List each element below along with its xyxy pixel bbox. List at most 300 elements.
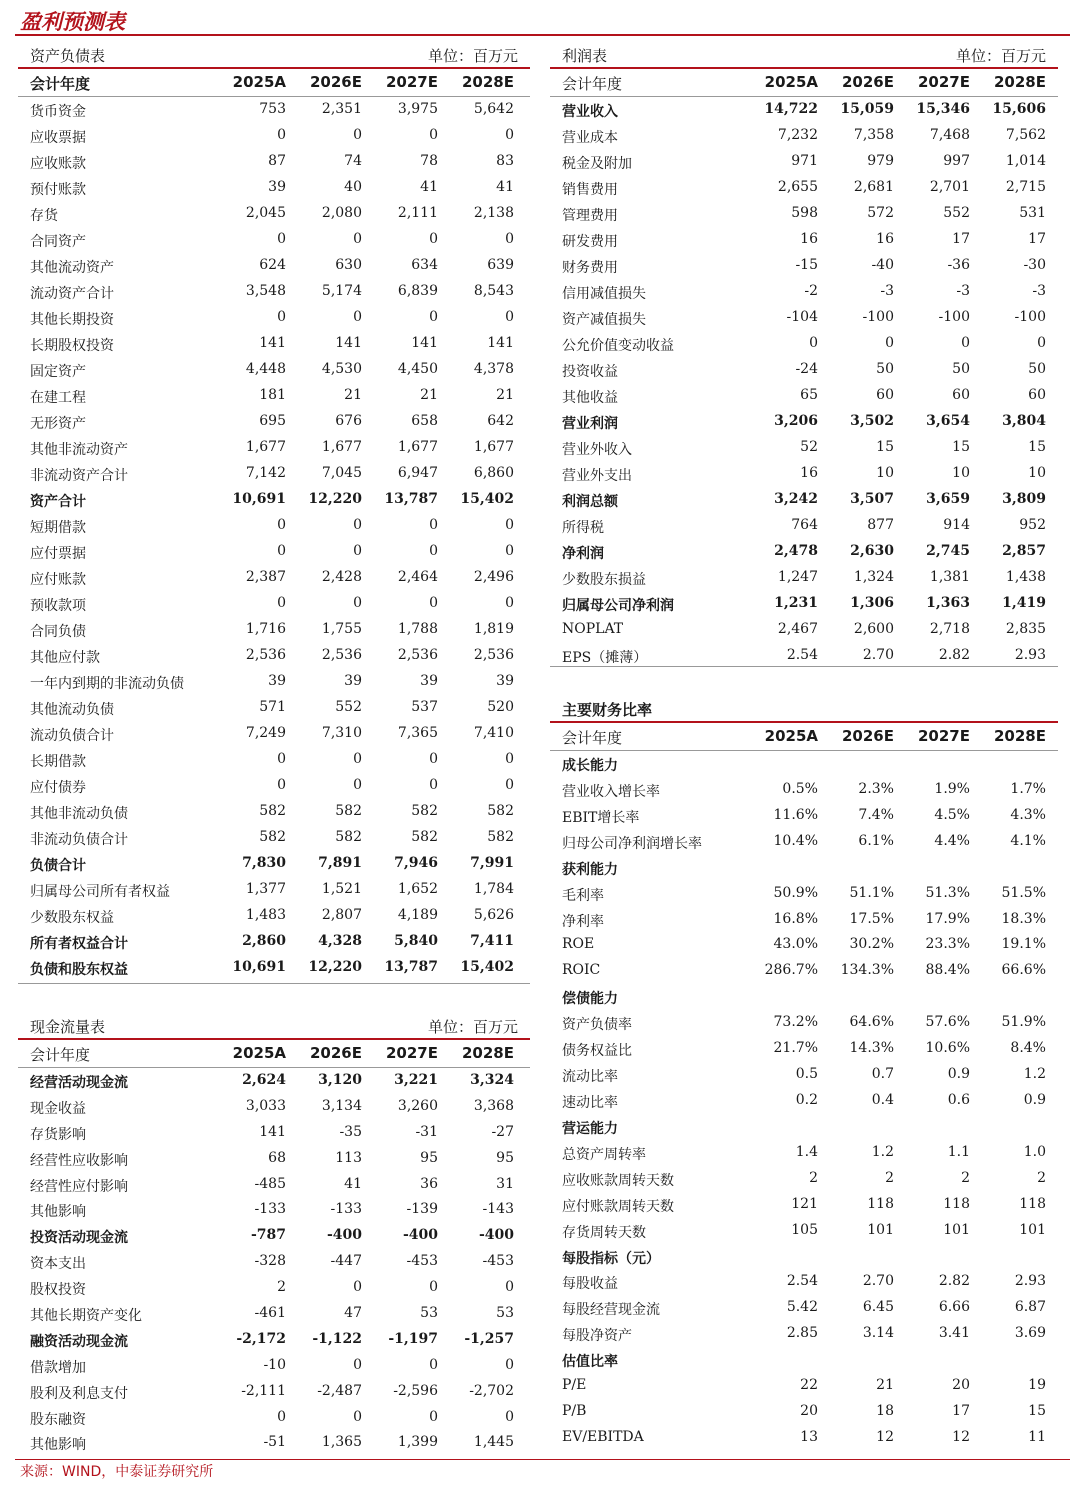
cell-value: 16 <box>800 231 818 247</box>
category-row <box>550 1114 1058 1140</box>
table-row <box>18 357 530 383</box>
table-row <box>18 1146 530 1172</box>
header-label: 会计年度 <box>30 75 91 93</box>
cell-value: 2,715 <box>1005 179 1046 195</box>
cell-value: 2.70 <box>862 1273 894 1290</box>
cell-value: 3,975 <box>397 101 438 117</box>
category-row <box>550 1347 1058 1373</box>
footer-rule <box>15 1459 1070 1460</box>
table-row <box>550 253 1058 279</box>
table-row <box>550 227 1058 253</box>
row-label: P/B <box>562 1403 587 1420</box>
cell-value: 877 <box>867 517 894 533</box>
cell-value: 1,381 <box>929 569 970 585</box>
cell-value: 2,857 <box>1002 543 1046 559</box>
cell-value: 3,659 <box>926 491 970 507</box>
cell-value: 2,080 <box>321 205 362 221</box>
cell-value: -485 <box>254 1175 286 1192</box>
row-label: 预付账款 <box>30 182 86 198</box>
cell-value: 4.1% <box>1010 832 1046 849</box>
cell-value: 8,543 <box>473 283 514 299</box>
cell-value: 1.4 <box>795 1143 818 1160</box>
row-label: 研发费用 <box>562 234 618 250</box>
cell-value: 7,891 <box>318 855 362 871</box>
cell-value: 0 <box>353 777 362 793</box>
cell-value: 2,536 <box>321 647 362 663</box>
cell-value: 2,428 <box>321 569 362 585</box>
cell-value: -15 <box>795 257 818 273</box>
table-row <box>18 1405 530 1431</box>
cell-value: 30.2% <box>849 936 894 953</box>
cell-value: 3,260 <box>397 1097 438 1114</box>
cell-value: 0 <box>277 543 286 559</box>
cell-value: 10.4% <box>773 832 818 849</box>
cell-value: 2,496 <box>473 569 514 585</box>
cell-value: -100 <box>1014 309 1046 325</box>
cell-value: 642 <box>487 413 514 429</box>
cell-value: 101 <box>1019 1221 1046 1238</box>
cell-value: 0 <box>505 127 514 143</box>
cell-value: 658 <box>411 413 438 429</box>
cell-value: 3,507 <box>850 491 894 507</box>
cell-value: 5,642 <box>473 101 514 117</box>
cell-value: 1,677 <box>321 439 362 455</box>
table-row <box>550 907 1058 933</box>
cell-value: 1.9% <box>934 780 970 797</box>
cell-value: -447 <box>330 1253 362 1270</box>
cell-value: 0 <box>505 231 514 247</box>
cell-value: 0.4 <box>871 1091 894 1108</box>
cell-value: 15 <box>876 439 894 455</box>
cell-value: 53 <box>420 1305 438 1322</box>
cell-value: -36 <box>947 257 970 273</box>
cell-value: -40 <box>871 257 894 273</box>
row-label: 归母公司净利润增长率 <box>562 835 702 852</box>
row-label: 成长能力 <box>562 758 618 774</box>
row-label: 非流动负债合计 <box>30 832 128 848</box>
table-row <box>18 929 530 955</box>
cell-value: 952 <box>1019 517 1046 533</box>
cell-value: 5.42 <box>786 1299 818 1316</box>
cell-value: 17 <box>1028 231 1046 247</box>
cell-value: 2,600 <box>853 621 894 637</box>
cell-value: 2.3% <box>858 780 894 797</box>
cell-value: 0 <box>429 751 438 767</box>
row-label: 投资收益 <box>562 364 618 380</box>
cell-value: 10 <box>876 465 894 481</box>
cell-value: 6,839 <box>397 283 438 299</box>
table-row <box>550 305 1058 331</box>
cell-value: 0 <box>353 543 362 559</box>
table-row <box>550 1166 1058 1192</box>
cell-value: -139 <box>406 1201 438 1218</box>
cell-value: -2,487 <box>317 1382 362 1399</box>
cell-value: 1.7% <box>1010 780 1046 797</box>
header-year: 2025A <box>764 727 818 745</box>
cell-value: -133 <box>254 1201 286 1218</box>
category-row <box>550 1244 1058 1270</box>
cell-value: 286.7% <box>764 962 818 979</box>
cash-flow-unit: 单位：百万元 <box>427 1018 518 1036</box>
cell-value: 7,410 <box>473 725 514 741</box>
cell-value: 4,328 <box>318 933 362 949</box>
report-title: 盈利预测表 <box>20 10 125 34</box>
row-label: 无形资产 <box>30 416 86 432</box>
table-row <box>18 461 530 487</box>
cell-value: 0 <box>277 751 286 767</box>
row-label: 应收账款周转天数 <box>562 1172 674 1189</box>
cell-value: 1.1 <box>947 1143 970 1160</box>
cell-value: 552 <box>943 205 970 221</box>
table-row <box>550 149 1058 175</box>
row-label: 其他非流动负债 <box>30 806 128 822</box>
cell-value: 6.87 <box>1014 1299 1046 1316</box>
cell-value: 6.1% <box>858 832 894 849</box>
title-rule <box>15 34 1070 36</box>
row-label: 公允价值变动收益 <box>562 338 674 354</box>
cell-value: 39 <box>496 673 514 689</box>
cell-value: 2,630 <box>850 543 894 559</box>
row-label: 速动比率 <box>562 1094 618 1111</box>
cell-value: 2,718 <box>929 621 970 637</box>
row-label: 利润总额 <box>562 494 618 510</box>
cell-value: 7,562 <box>1005 127 1046 143</box>
table-row <box>18 903 530 929</box>
balance-sheet-title: 资产负债表 <box>30 47 106 65</box>
cell-value: -2,172 <box>236 1330 286 1347</box>
table-row <box>18 1172 530 1198</box>
row-label: EPS（摊薄） <box>562 650 648 666</box>
cell-value: 0 <box>277 127 286 143</box>
table-row <box>18 383 530 409</box>
cell-value: 2.82 <box>938 647 970 663</box>
table-row <box>550 123 1058 149</box>
cell-value: 39 <box>268 673 286 689</box>
cell-value: 15 <box>1028 1403 1046 1420</box>
row-label: 其他影响 <box>30 1204 86 1221</box>
table-row <box>18 253 530 279</box>
ratios-header-row <box>550 721 1058 751</box>
row-label: 估值比率 <box>562 1354 618 1371</box>
cell-value: 572 <box>867 205 894 221</box>
table-row <box>18 643 530 669</box>
category-row <box>550 751 1058 777</box>
income-statement-section <box>550 40 1058 669</box>
cell-value: 582 <box>487 803 514 819</box>
cell-value: 753 <box>259 101 286 117</box>
row-label: 每股收益 <box>562 1276 618 1293</box>
row-label: 应收票据 <box>30 130 86 146</box>
header-year: 2027E <box>386 73 438 91</box>
cell-value: 0 <box>429 309 438 325</box>
cell-value: 51.3% <box>925 884 970 901</box>
cell-value: 7.4% <box>858 806 894 823</box>
cell-value: 23.3% <box>925 936 970 953</box>
cell-value: 6.45 <box>862 1299 894 1316</box>
header-year: 2028E <box>462 73 514 91</box>
header-year: 2025A <box>764 73 818 91</box>
cell-value: 15,346 <box>916 101 970 117</box>
header-year: 2026E <box>310 1044 362 1062</box>
cell-value: 11 <box>1028 1428 1046 1445</box>
header-label: 会计年度 <box>562 729 623 747</box>
cell-value: 1,247 <box>777 569 818 585</box>
cell-value: 60 <box>952 387 970 403</box>
cell-value: 3,033 <box>245 1097 286 1114</box>
cell-value: 0 <box>505 1408 514 1425</box>
table-row <box>18 513 530 539</box>
table-row <box>550 487 1058 513</box>
cell-value: 582 <box>259 803 286 819</box>
table-row <box>18 1068 530 1094</box>
cell-value: 3,221 <box>394 1072 438 1088</box>
cell-value: 0 <box>505 1356 514 1373</box>
cell-value: -3 <box>880 283 894 299</box>
cell-value: 1,677 <box>473 439 514 455</box>
table-row <box>18 487 530 513</box>
cell-value: 0 <box>353 595 362 611</box>
category-row <box>550 855 1058 881</box>
cell-value: 2,045 <box>245 205 286 221</box>
cash-flow-title: 现金流量表 <box>30 1018 106 1036</box>
cell-value: 121 <box>791 1195 818 1212</box>
cell-value: 0 <box>429 231 438 247</box>
cell-value: 2,351 <box>321 101 362 117</box>
cell-value: -400 <box>326 1227 362 1244</box>
cell-value: -10 <box>263 1356 286 1373</box>
cell-value: 2,464 <box>397 569 438 585</box>
row-label: 流动资产合计 <box>30 286 114 302</box>
cell-value: 0 <box>505 751 514 767</box>
cell-value: 17 <box>952 231 970 247</box>
cell-value: -453 <box>482 1253 514 1270</box>
table-row <box>550 1321 1058 1347</box>
cell-value: -1,257 <box>464 1330 514 1347</box>
cell-value: 68 <box>268 1149 286 1166</box>
row-label: 销售费用 <box>562 182 618 198</box>
table-row <box>18 669 530 695</box>
cell-value: 52 <box>800 439 818 455</box>
cell-value: -100 <box>938 309 970 325</box>
cell-value: 18.3% <box>1001 910 1046 927</box>
cell-value: 2,478 <box>774 543 818 559</box>
cash-flow-rows <box>18 1068 530 1456</box>
cell-value: 3,324 <box>470 1072 514 1088</box>
row-label: 其他收益 <box>562 390 618 406</box>
cell-value: 20 <box>952 1377 970 1394</box>
cell-value: 15,606 <box>992 101 1046 117</box>
cell-value: 0 <box>505 1279 514 1296</box>
cell-value: 0 <box>353 231 362 247</box>
row-label: 存货影响 <box>30 1126 86 1143</box>
table-row <box>550 777 1058 803</box>
table-row <box>18 305 530 331</box>
cell-value: 1.0 <box>1023 1143 1046 1160</box>
cell-value: 1,784 <box>473 881 514 897</box>
balance-sheet-header-row <box>18 67 530 97</box>
cell-value: 14.3% <box>849 1040 894 1057</box>
row-label: 存货周转天数 <box>562 1224 646 1241</box>
table-row <box>18 799 530 825</box>
row-label: 短期借款 <box>30 520 86 536</box>
cell-value: 5,626 <box>473 907 514 923</box>
cell-value: 0 <box>429 777 438 793</box>
cell-value: 17.9% <box>925 910 970 927</box>
row-label: 应付票据 <box>30 546 86 562</box>
cell-value: 634 <box>411 257 438 273</box>
cell-value: 531 <box>1019 205 1046 221</box>
table-row <box>18 175 530 201</box>
row-label: 流动比率 <box>562 1069 618 1086</box>
cell-value: 141 <box>259 1123 286 1140</box>
row-label: 净利润 <box>562 546 604 562</box>
cell-value: 66.6% <box>1001 962 1046 979</box>
header-year: 2027E <box>918 727 970 745</box>
cell-value: 1,324 <box>853 569 894 585</box>
income-statement-unit: 单位：百万元 <box>955 47 1046 65</box>
cell-value: 4,530 <box>321 361 362 377</box>
cell-value: 520 <box>487 699 514 715</box>
cell-value: 582 <box>259 829 286 845</box>
table-row <box>550 175 1058 201</box>
cell-value: 571 <box>259 699 286 715</box>
table-row <box>550 461 1058 487</box>
cell-value: 60 <box>876 387 894 403</box>
row-label: 其他非流动资产 <box>30 442 128 458</box>
cell-value: 2,111 <box>397 205 438 221</box>
cell-value: 95 <box>420 1149 438 1166</box>
cell-value: 1,788 <box>397 621 438 637</box>
cell-value: 0 <box>353 309 362 325</box>
table-row <box>18 1094 530 1120</box>
cell-value: 3.14 <box>862 1325 894 1342</box>
cell-value: 20 <box>800 1403 818 1420</box>
cell-value: 41 <box>344 1175 362 1192</box>
cell-value: 0.5% <box>782 780 818 797</box>
cell-value: 2,835 <box>1005 621 1046 637</box>
table-row <box>18 1275 530 1301</box>
cell-value: 7,830 <box>242 855 286 871</box>
cell-value: 3,206 <box>774 413 818 429</box>
header-label: 会计年度 <box>30 1046 91 1064</box>
header-year: 2028E <box>994 73 1046 91</box>
table-row <box>550 932 1058 958</box>
cell-value: 971 <box>791 153 818 169</box>
row-label: 应付债券 <box>30 780 86 796</box>
cell-value: 1,363 <box>926 595 970 611</box>
table-row <box>550 803 1058 829</box>
cell-value: 0 <box>505 309 514 325</box>
cell-value: 0 <box>429 1356 438 1373</box>
cell-value: -143 <box>482 1201 514 1218</box>
cell-value: 87 <box>268 153 286 169</box>
header-year: 2026E <box>842 727 894 745</box>
row-label: 资本支出 <box>30 1256 86 1273</box>
cell-value: 2,860 <box>242 933 286 949</box>
cell-value: 18 <box>876 1403 894 1420</box>
cell-value: -24 <box>795 361 818 377</box>
cell-value: 12,220 <box>308 959 362 975</box>
row-label: 负债和股东权益 <box>30 962 128 978</box>
table-row <box>550 409 1058 435</box>
cell-value: 15,402 <box>460 491 514 507</box>
header-year: 2026E <box>842 73 894 91</box>
balance-sheet-unit: 单位：百万元 <box>427 47 518 65</box>
table-row <box>18 539 530 565</box>
cell-value: 141 <box>335 335 362 351</box>
row-label: 应付账款周转天数 <box>562 1198 674 1215</box>
cell-value: 582 <box>411 829 438 845</box>
table-row <box>550 1192 1058 1218</box>
cell-value: 50 <box>1028 361 1046 377</box>
cell-value: 118 <box>867 1195 894 1212</box>
cell-value: -1,197 <box>388 1330 438 1347</box>
cell-value: 1,677 <box>245 439 286 455</box>
cell-value: 0 <box>1037 335 1046 351</box>
income-statement-end-rule <box>550 666 1058 667</box>
row-label: 投资活动现金流 <box>30 1230 128 1247</box>
cell-value: 4.5% <box>934 806 970 823</box>
table-row <box>550 1425 1058 1451</box>
table-row <box>550 1036 1058 1062</box>
table-row <box>18 97 530 123</box>
cell-value: 1,677 <box>397 439 438 455</box>
cell-value: 0.5 <box>795 1066 818 1083</box>
cell-value: 0 <box>353 751 362 767</box>
cell-value: 3,502 <box>850 413 894 429</box>
table-row <box>18 279 530 305</box>
cell-value: 118 <box>1019 1195 1046 1212</box>
row-label: 毛利率 <box>562 887 604 904</box>
cell-value: 10,691 <box>232 959 286 975</box>
row-label: 归属母公司净利润 <box>562 598 674 614</box>
table-row <box>550 357 1058 383</box>
row-label: 其他长期资产变化 <box>30 1308 142 1325</box>
cell-value: 181 <box>259 387 286 403</box>
row-label: 少数股东损益 <box>562 572 646 588</box>
cell-value: 43.0% <box>773 936 818 953</box>
cell-value: 0 <box>277 1408 286 1425</box>
cell-value: 64.6% <box>849 1014 894 1031</box>
cell-value: 7,468 <box>929 127 970 143</box>
row-label: 营业外收入 <box>562 442 632 458</box>
cell-value: 2,701 <box>929 179 970 195</box>
cell-value: 2,807 <box>321 907 362 923</box>
cell-value: 15 <box>952 439 970 455</box>
cell-value: 582 <box>487 829 514 845</box>
table-row <box>18 435 530 461</box>
table-row <box>550 1269 1058 1295</box>
cell-value: 21 <box>344 387 362 403</box>
cell-value: 1.2 <box>1023 1066 1046 1083</box>
table-row <box>550 1373 1058 1399</box>
row-label: 一年内到期的非流动负债 <box>30 676 184 692</box>
cell-value: -2,596 <box>393 1382 438 1399</box>
cell-value: -2,702 <box>469 1382 514 1399</box>
cell-value: 10.6% <box>925 1040 970 1057</box>
cell-value: 1,014 <box>1005 153 1046 169</box>
table-row <box>550 1088 1058 1114</box>
cell-value: 16 <box>876 231 894 247</box>
income-statement-rows <box>550 97 1058 669</box>
cell-value: 15,402 <box>460 959 514 975</box>
row-label: 长期借款 <box>30 754 86 770</box>
cell-value: 21 <box>876 1377 894 1394</box>
cell-value: 65 <box>800 387 818 403</box>
cell-value: 113 <box>335 1149 362 1166</box>
cell-value: 914 <box>943 517 970 533</box>
cell-value: 7,365 <box>397 725 438 741</box>
